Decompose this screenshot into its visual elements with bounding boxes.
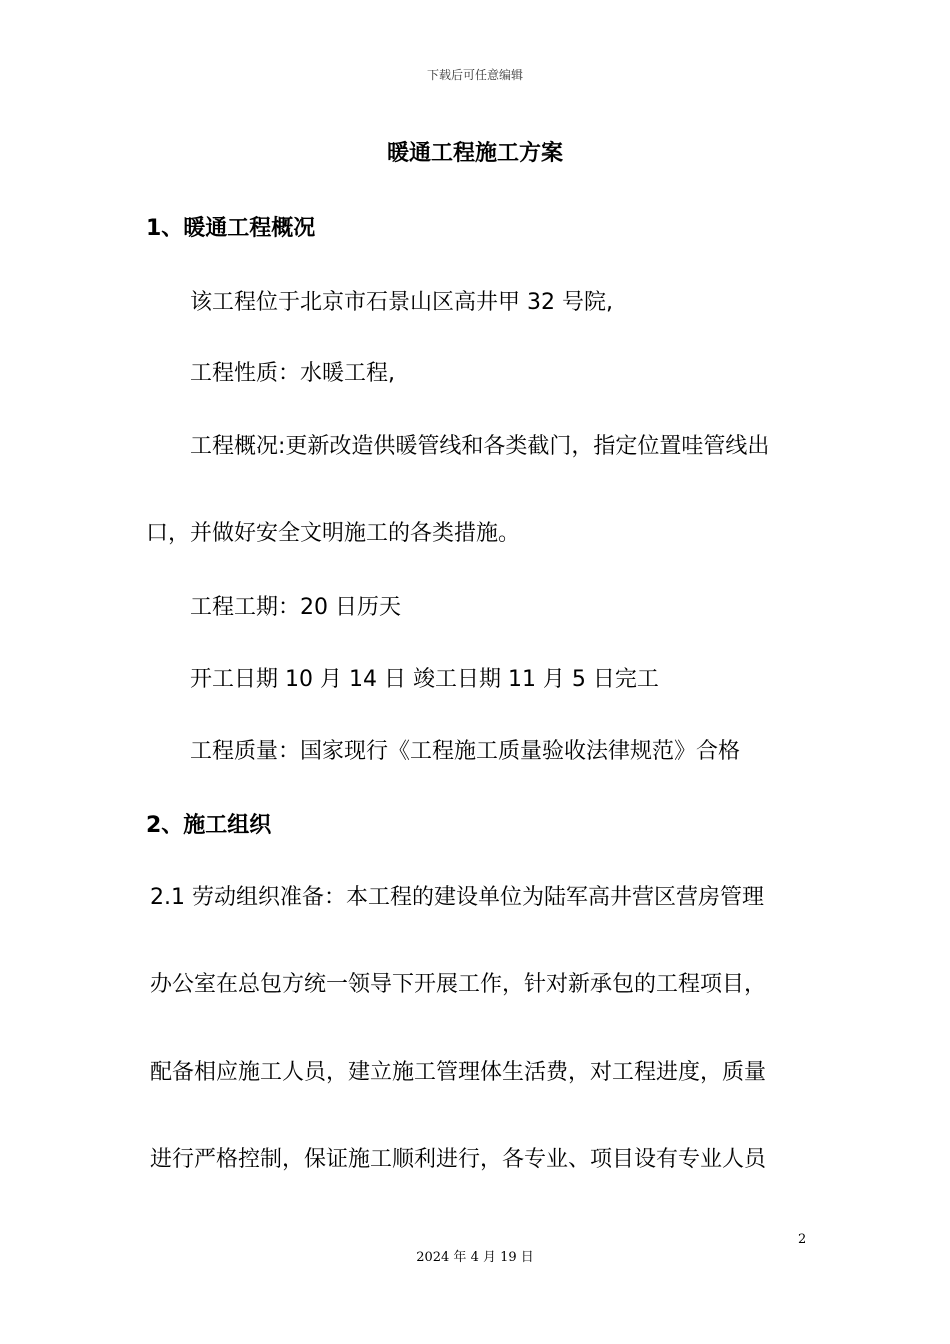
page-number: 2 (798, 1232, 807, 1247)
section-2-paragraph-line-3: 配备相应施工人员，建立施工管理体生活费，对工程进度，质量 (150, 1060, 767, 1085)
document-title: 暖通工程施工方案 (386, 141, 563, 166)
footer-date: 2024 年 4 月 19 日 (416, 1250, 534, 1265)
section-2-paragraph-line-2: 办公室在总包方统一领导下开展工作，针对新承包的工程项目， (150, 972, 767, 997)
header-note: 下载后可任意编辑 (426, 68, 523, 82)
section-1-line-quality: 工程质量：国家现行《工程施工质量验收法律规范》合格 (190, 739, 741, 764)
section-2-heading: 2、施工组织 (146, 813, 272, 838)
section-1-line-nature: 工程性质：水暖工程, (190, 361, 395, 386)
section-1-line-overview: 工程概况:更新改造供暖管线和各类截门，指定位置哇管线出 (190, 434, 770, 459)
section-1-line-duration: 工程工期：20 日历天 (190, 595, 401, 620)
section-1-line-location: 该工程位于北京市石景山区高井甲 32 号院, (190, 290, 613, 315)
section-1-heading: 1、暖通工程概况 (146, 216, 316, 241)
section-1-line-dates: 开工日期 10 月 14 日 竣工日期 11 月 5 日完工 (190, 667, 659, 692)
section-2-paragraph-line-4: 进行严格控制，保证施工顺利进行，各专业、项目设有专业人员 (150, 1147, 767, 1172)
section-1-line-overview-cont: 口，并做好安全文明施工的各类措施。 (146, 521, 521, 546)
section-2-paragraph-line-1: 2.1 劳动组织准备：本工程的建设单位为陆军高井营区营房管理 (150, 885, 764, 910)
